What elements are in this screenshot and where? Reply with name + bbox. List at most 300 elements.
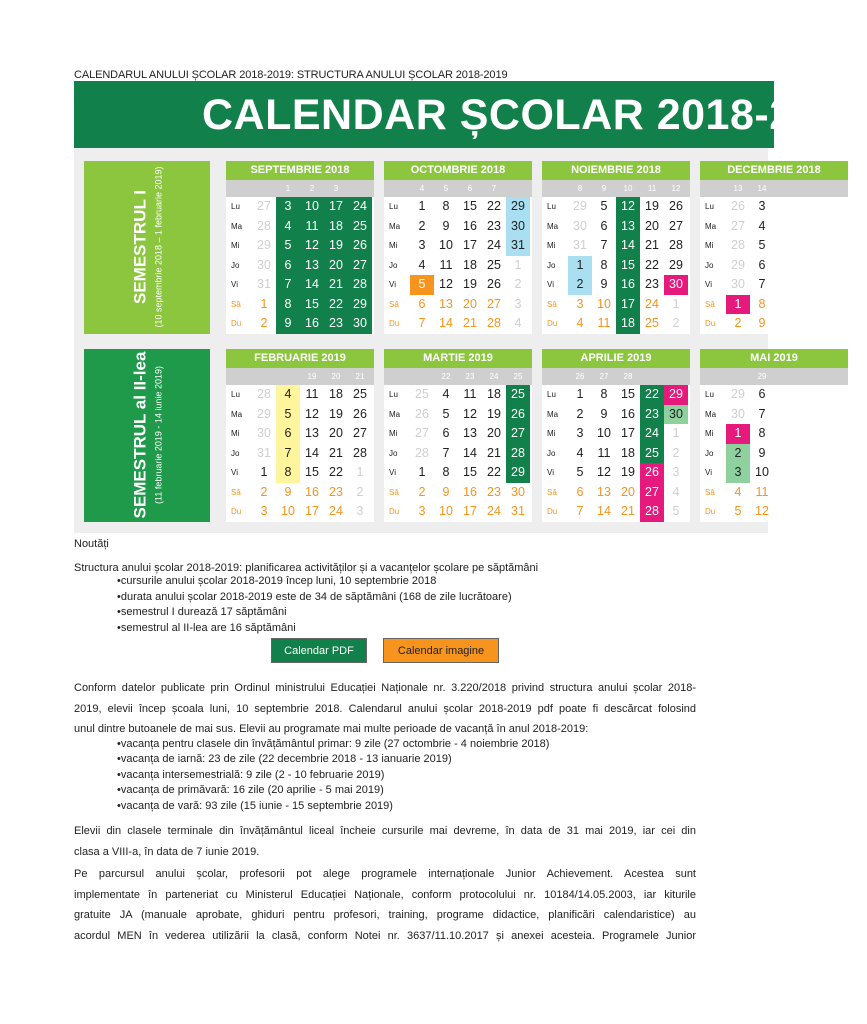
weekday-label: Mi: [547, 429, 556, 439]
day-cell: 19: [645, 199, 659, 213]
day-cell: 3: [576, 296, 584, 311]
day-cell: 10: [439, 504, 453, 518]
day-cell: 5: [276, 236, 300, 256]
semester-1-box: [84, 161, 210, 334]
month-3: [542, 161, 690, 334]
month-title: DECEMBRIE 2018: [700, 161, 848, 180]
day-cell: 14: [305, 445, 319, 460]
day-cell: 18: [463, 257, 477, 272]
day-cell: 15: [616, 256, 640, 276]
weekday-label: Jo: [705, 448, 714, 458]
day-cell: 11: [300, 217, 324, 237]
day-cell: 5: [672, 504, 680, 518]
weekday-label: Jo: [547, 448, 556, 458]
weekday-label: Lu: [389, 202, 398, 212]
day-cell: 27: [348, 256, 372, 276]
day-cell: 2: [734, 316, 742, 330]
weekday-label: Sâ: [705, 299, 715, 309]
weekday-label: Jo: [389, 260, 398, 270]
month-2: [384, 161, 532, 334]
day-cell: 12: [439, 277, 453, 291]
day-cell: 9: [442, 218, 450, 233]
day-cell: 27: [415, 426, 429, 440]
day-row: [226, 405, 374, 425]
day-cell: 9: [600, 277, 608, 291]
day-cell: 8: [758, 426, 766, 440]
day-cell: 8: [600, 257, 608, 272]
paragraph-line: Conform datelor publicate prin Ordinul ministrului Educației Naționale nr. 3.220/2018 privind structura anului școlar 2018-: [74, 682, 696, 694]
day-row: [384, 197, 532, 217]
day-cell: 26: [731, 199, 745, 213]
weekday-label: Sâ: [389, 487, 399, 497]
day-cell: 7: [758, 406, 766, 421]
day-cell: 24: [640, 424, 664, 444]
day-cell: 25: [506, 385, 530, 405]
calendar-banner-title: CALENDAR ȘCOLAR 2018-2019: [202, 91, 867, 139]
weekday-label: Sâ: [389, 299, 399, 309]
day-cell: 22: [329, 465, 343, 479]
day-cell: 4: [734, 484, 742, 499]
day-row: [542, 314, 690, 334]
weekday-label: Jo: [547, 260, 556, 270]
day-row: [542, 295, 690, 315]
day-cell: 5: [410, 275, 434, 295]
day-cell: 29: [669, 257, 683, 272]
day-cell: 1: [672, 296, 680, 311]
day-cell: 19: [324, 236, 348, 256]
day-cell: 4: [576, 316, 584, 330]
day-cell: 8: [276, 295, 300, 315]
day-cell: 31: [573, 238, 587, 252]
day-cell: 14: [463, 445, 477, 460]
day-cell: 20: [329, 426, 343, 440]
day-cell: 30: [257, 426, 271, 440]
month-title: FEBRUARIE 2019: [226, 349, 374, 368]
day-cell: 26: [348, 236, 372, 256]
day-row: [226, 275, 374, 295]
calendar-pdf-button[interactable]: Calendar PDF: [271, 638, 367, 663]
day-cell: 3: [576, 426, 584, 440]
day-cell: 27: [640, 483, 664, 503]
week-number: 2: [309, 184, 315, 193]
day-cell: 17: [463, 238, 477, 252]
day-cell: 1: [726, 295, 750, 315]
weekday-label: Lu: [547, 202, 556, 212]
day-cell: 3: [276, 197, 300, 217]
day-cell: 26: [669, 199, 683, 213]
week-number: 20: [331, 372, 341, 381]
day-cell: 11: [597, 316, 611, 330]
day-cell: 23: [487, 484, 501, 499]
day-cell: 16: [616, 275, 640, 295]
day-cell: 13: [305, 426, 319, 440]
month-8: [700, 349, 848, 522]
day-cell: 12: [755, 504, 769, 518]
day-cell: 6: [276, 424, 300, 444]
day-cell: 13: [300, 256, 324, 276]
day-cell: 14: [439, 316, 453, 330]
day-cell: 23: [329, 484, 343, 499]
weekday-label: Mi: [705, 429, 714, 439]
weekday-label: Du: [389, 319, 400, 329]
day-cell: 5: [734, 504, 742, 518]
day-cell: 3: [418, 238, 426, 252]
day-row: [384, 444, 532, 464]
day-cell: 6: [276, 256, 300, 276]
weekday-label: Sâ: [231, 487, 241, 497]
day-cell: 19: [487, 406, 501, 421]
week-number: 26: [575, 372, 585, 381]
paragraph-line: unul dintre butoanele de mai sus. Elevii au programate mai multe perioade de vacanță în anul 2018-2019:: [74, 723, 589, 735]
day-cell: 25: [640, 444, 664, 464]
weekday-label: Vi: [231, 468, 238, 478]
weekday-label: Jo: [705, 260, 714, 270]
day-cell: 5: [276, 405, 300, 425]
day-cell: 1: [418, 199, 426, 213]
month-title: NOIEMBRIE 2018: [542, 161, 690, 180]
week-number: 8: [577, 184, 583, 193]
week-number: 10: [623, 184, 633, 193]
list-item: •semestrul I durează 17 săptămâni: [117, 606, 287, 618]
day-cell: 7: [276, 275, 300, 295]
day-cell: 20: [621, 484, 635, 499]
weekday-label: Ma: [389, 409, 401, 419]
day-row: [542, 217, 690, 237]
day-cell: 12: [597, 465, 611, 479]
day-row: [384, 295, 532, 315]
day-cell: 29: [731, 387, 745, 401]
day-cell: 30: [511, 484, 525, 499]
day-cell: 25: [353, 387, 367, 401]
month-5: [226, 349, 374, 522]
week-number: [252, 180, 276, 197]
day-row: [226, 295, 374, 315]
day-cell: 8: [600, 387, 608, 401]
day-cell: 1: [576, 387, 584, 401]
day-row: [384, 385, 532, 405]
day-cell: 7: [442, 445, 450, 460]
week-number: 25: [513, 372, 523, 381]
day-cell: 3: [514, 296, 522, 311]
day-cell: 19: [463, 277, 477, 291]
weekday-label: Sâ: [547, 299, 557, 309]
day-cell: 6: [418, 296, 426, 311]
weekday-label: Du: [547, 507, 558, 517]
day-cell: 21: [463, 316, 477, 330]
day-cell: 4: [576, 445, 584, 460]
day-cell: 28: [731, 238, 745, 252]
day-cell: 21: [329, 445, 343, 460]
day-cell: 10: [597, 296, 611, 311]
month-7: [542, 349, 690, 522]
day-row: [700, 424, 848, 444]
day-row: [226, 463, 374, 483]
day-cell: 3: [356, 504, 364, 518]
day-cell: 28: [415, 445, 429, 460]
weekday-label: Ma: [231, 409, 243, 419]
day-row: [542, 502, 690, 522]
weekday-label: Mi: [547, 241, 556, 251]
day-row: [226, 256, 374, 276]
day-cell: 30: [664, 275, 688, 295]
day-cell: 18: [324, 217, 348, 237]
day-cell: 3: [672, 465, 680, 479]
day-cell: 2: [672, 445, 680, 460]
day-row: [700, 197, 848, 217]
day-cell: 29: [257, 238, 271, 252]
month-title: MAI 2019: [700, 349, 848, 368]
day-cell: 14: [300, 275, 324, 295]
day-cell: 12: [616, 197, 640, 217]
week-number: 11: [647, 184, 657, 193]
day-cell: 18: [616, 314, 640, 334]
day-row: [226, 236, 374, 256]
day-cell: 13: [463, 426, 477, 440]
day-cell: 30: [664, 405, 688, 425]
day-cell: 18: [329, 387, 343, 401]
week-number: 12: [671, 184, 681, 193]
day-row: [384, 502, 532, 522]
day-cell: 4: [276, 217, 300, 237]
semester-1-range: (10 septembrie 2018 – 1 februarie 2019): [153, 166, 164, 328]
weekday-label: Sâ: [547, 487, 557, 497]
day-cell: 16: [300, 314, 324, 334]
day-row: [700, 217, 848, 237]
day-row: [542, 385, 690, 405]
day-cell: 25: [487, 257, 501, 272]
day-cell: 6: [600, 218, 608, 233]
list-item: •cursurile anului școlar 2018-2019 încep luni, 10 septembrie 2018: [117, 575, 437, 587]
day-row: [700, 314, 848, 334]
month-title: SEPTEMBRIE 2018: [226, 161, 374, 180]
day-cell: 16: [305, 484, 319, 499]
day-cell: 9: [758, 316, 766, 330]
week-number: [410, 368, 434, 385]
day-cell: 10: [597, 426, 611, 440]
day-row: [700, 483, 848, 503]
day-cell: 24: [329, 504, 343, 518]
month-1: [226, 161, 374, 334]
weekday-label: Ma: [705, 409, 717, 419]
day-row: [226, 502, 374, 522]
day-cell: 26: [506, 405, 530, 425]
day-cell: 11: [439, 257, 453, 272]
document-title: CALENDARUL ANULUI ȘCOLAR 2018-2019: STRUCTURA ANULUI ȘCOLAR 2018-2019: [74, 69, 508, 81]
day-cell: 15: [305, 465, 319, 479]
weekday-label: Vi: [389, 280, 396, 290]
week-number-row: [542, 368, 690, 385]
day-cell: 25: [348, 217, 372, 237]
day-cell: 23: [645, 277, 659, 291]
day-cell: 28: [257, 387, 271, 401]
day-row: [384, 483, 532, 503]
weekday-label: Vi: [705, 468, 712, 478]
day-cell: 17: [305, 504, 319, 518]
week-number-row: [384, 180, 532, 197]
day-cell: 17: [621, 426, 635, 440]
day-row: [384, 256, 532, 276]
day-cell: 11: [463, 387, 477, 401]
weekday-label: Vi: [389, 468, 396, 478]
day-cell: 17: [463, 504, 477, 518]
day-cell: 2: [672, 316, 680, 330]
day-row: [542, 275, 690, 295]
day-cell: 24: [487, 504, 501, 518]
day-cell: 1: [726, 424, 750, 444]
day-cell: 24: [348, 197, 372, 217]
day-cell: 5: [442, 406, 450, 421]
day-cell: 1: [418, 465, 426, 479]
day-row: [542, 424, 690, 444]
weekday-label: Jo: [231, 260, 240, 270]
paragraph-line: implementate în parteneriat cu Ministerul Educației Naționale, conform protocolului nr. 10184/14.05.2003, iar kiturile: [74, 888, 696, 901]
day-cell: 29: [731, 257, 745, 272]
week-number-row: [226, 368, 374, 385]
weekday-label: Du: [547, 319, 558, 329]
weekday-label: Du: [705, 507, 716, 517]
day-cell: 2: [418, 218, 426, 233]
semester-2-range: (11 februarie 2019 - 14 iunie 2019): [153, 366, 164, 504]
calendar-banner: [74, 81, 867, 148]
day-cell: 7: [758, 277, 766, 291]
day-cell: 19: [621, 465, 635, 479]
day-row: [384, 424, 532, 444]
week-number: 3: [333, 184, 339, 193]
day-cell: 30: [573, 218, 587, 233]
day-cell: 31: [506, 236, 530, 256]
day-row: [700, 256, 848, 276]
day-cell: 24: [487, 238, 501, 252]
day-cell: 7: [576, 504, 584, 518]
day-cell: 29: [506, 463, 530, 483]
day-cell: 14: [616, 236, 640, 256]
day-cell: 25: [645, 316, 659, 330]
day-row: [700, 295, 848, 315]
day-cell: 29: [573, 199, 587, 213]
day-cell: 15: [463, 465, 477, 479]
day-cell: 20: [463, 296, 477, 311]
weekday-label: Ma: [705, 221, 717, 231]
week-number: 4: [419, 184, 425, 193]
weekday-label: Mi: [231, 429, 240, 439]
day-row: [226, 424, 374, 444]
day-cell: 5: [758, 238, 766, 252]
day-cell: 3: [260, 504, 268, 518]
weekday-label: Mi: [705, 241, 714, 251]
day-cell: 4: [276, 385, 300, 405]
day-row: [384, 217, 532, 237]
semester-1-name: SEMESTRUL I: [130, 190, 150, 304]
paragraph-line: 2019, elevii încep școala luni, 10 septembrie 2018. Calendarul anului școlar 2018-2019 pdf poate fi descărcat folosind: [74, 702, 696, 715]
day-row: [384, 236, 532, 256]
day-cell: 15: [300, 295, 324, 315]
day-cell: 2: [514, 277, 522, 291]
day-cell: 16: [621, 406, 635, 421]
day-cell: 16: [463, 218, 477, 233]
paragraph-line: gratuite JA (manuale aprobate, ghiduri pentru profesori, training, programe didactice, planificări calendaristice) au: [74, 909, 696, 921]
day-cell: 27: [506, 424, 530, 444]
paragraph-junior-achievement: [74, 864, 696, 946]
day-row: [542, 256, 690, 276]
day-cell: 17: [324, 197, 348, 217]
list-item: •durata anului școlar 2018-2019 este de 34 de săptămâni (168 de zile lucrătoare): [117, 591, 512, 603]
day-cell: 4: [672, 484, 680, 499]
weekday-label: Vi: [547, 280, 554, 290]
weekday-label: Sâ: [231, 299, 241, 309]
paragraph-line: Pe parcursul anului școlar, profesorii pot alege programele internaționale Junior Achievement. Acestea sunt: [74, 868, 696, 880]
day-cell: 22: [645, 257, 659, 272]
week-number: 9: [601, 184, 607, 193]
month-title: APRILIE 2019: [542, 349, 690, 368]
day-cell: 12: [300, 236, 324, 256]
list-item: •semestrul al II-lea are 16 săptămâni: [117, 622, 296, 634]
calendar-image-button[interactable]: Calendar imagine: [383, 638, 499, 663]
weekday-label: Lu: [705, 390, 714, 400]
day-cell: 22: [487, 465, 501, 479]
day-row: [700, 463, 848, 483]
day-cell: 2: [260, 484, 268, 499]
day-cell: 25: [415, 387, 429, 401]
news-label: Noutăți: [74, 538, 109, 550]
day-cell: 10: [300, 197, 324, 217]
list-item: •vacanța de vară: 93 zile (15 iunie - 15 septembrie 2019): [117, 800, 393, 812]
day-row: [700, 385, 848, 405]
day-cell: 13: [616, 217, 640, 237]
intro-text: Structura anului școlar 2018-2019: planificarea activităților și a vacanțelor școlare pe săptămâni: [74, 562, 539, 574]
weekday-label: Sâ: [705, 487, 715, 497]
day-cell: 6: [758, 257, 766, 272]
day-cell: 21: [487, 445, 501, 460]
day-cell: 12: [305, 406, 319, 421]
day-cell: 21: [621, 504, 635, 518]
month-6: [384, 349, 532, 522]
day-cell: 29: [506, 197, 530, 217]
day-cell: 15: [621, 387, 635, 401]
week-number: 13: [733, 184, 743, 193]
week-number-row: [700, 368, 848, 385]
day-cell: 8: [442, 465, 450, 479]
week-number: [640, 368, 664, 385]
month-title: MARTIE 2019: [384, 349, 532, 368]
day-cell: 28: [487, 316, 501, 330]
day-row: [542, 444, 690, 464]
day-cell: 23: [324, 314, 348, 334]
day-cell: 9: [284, 484, 292, 499]
day-cell: 9: [442, 484, 450, 499]
day-cell: 1: [260, 465, 268, 479]
day-cell: 20: [645, 218, 659, 233]
day-cell: 3: [758, 199, 766, 213]
day-cell: 20: [324, 256, 348, 276]
day-cell: 8: [442, 199, 450, 213]
day-row: [384, 314, 532, 334]
day-row: [384, 405, 532, 425]
school-calendar-image: [74, 81, 867, 533]
day-row: [384, 463, 532, 483]
weekday-label: Jo: [231, 448, 240, 458]
day-row: [700, 275, 848, 295]
day-row: [700, 444, 848, 464]
week-number-row: [384, 368, 532, 385]
day-cell: 23: [487, 218, 501, 233]
day-cell: 4: [514, 316, 522, 330]
week-number: [664, 368, 688, 385]
day-cell: 16: [463, 484, 477, 499]
week-number: 1: [285, 184, 291, 193]
day-cell: 9: [600, 406, 608, 421]
day-cell: 10: [755, 465, 769, 479]
week-number: 23: [465, 372, 475, 381]
